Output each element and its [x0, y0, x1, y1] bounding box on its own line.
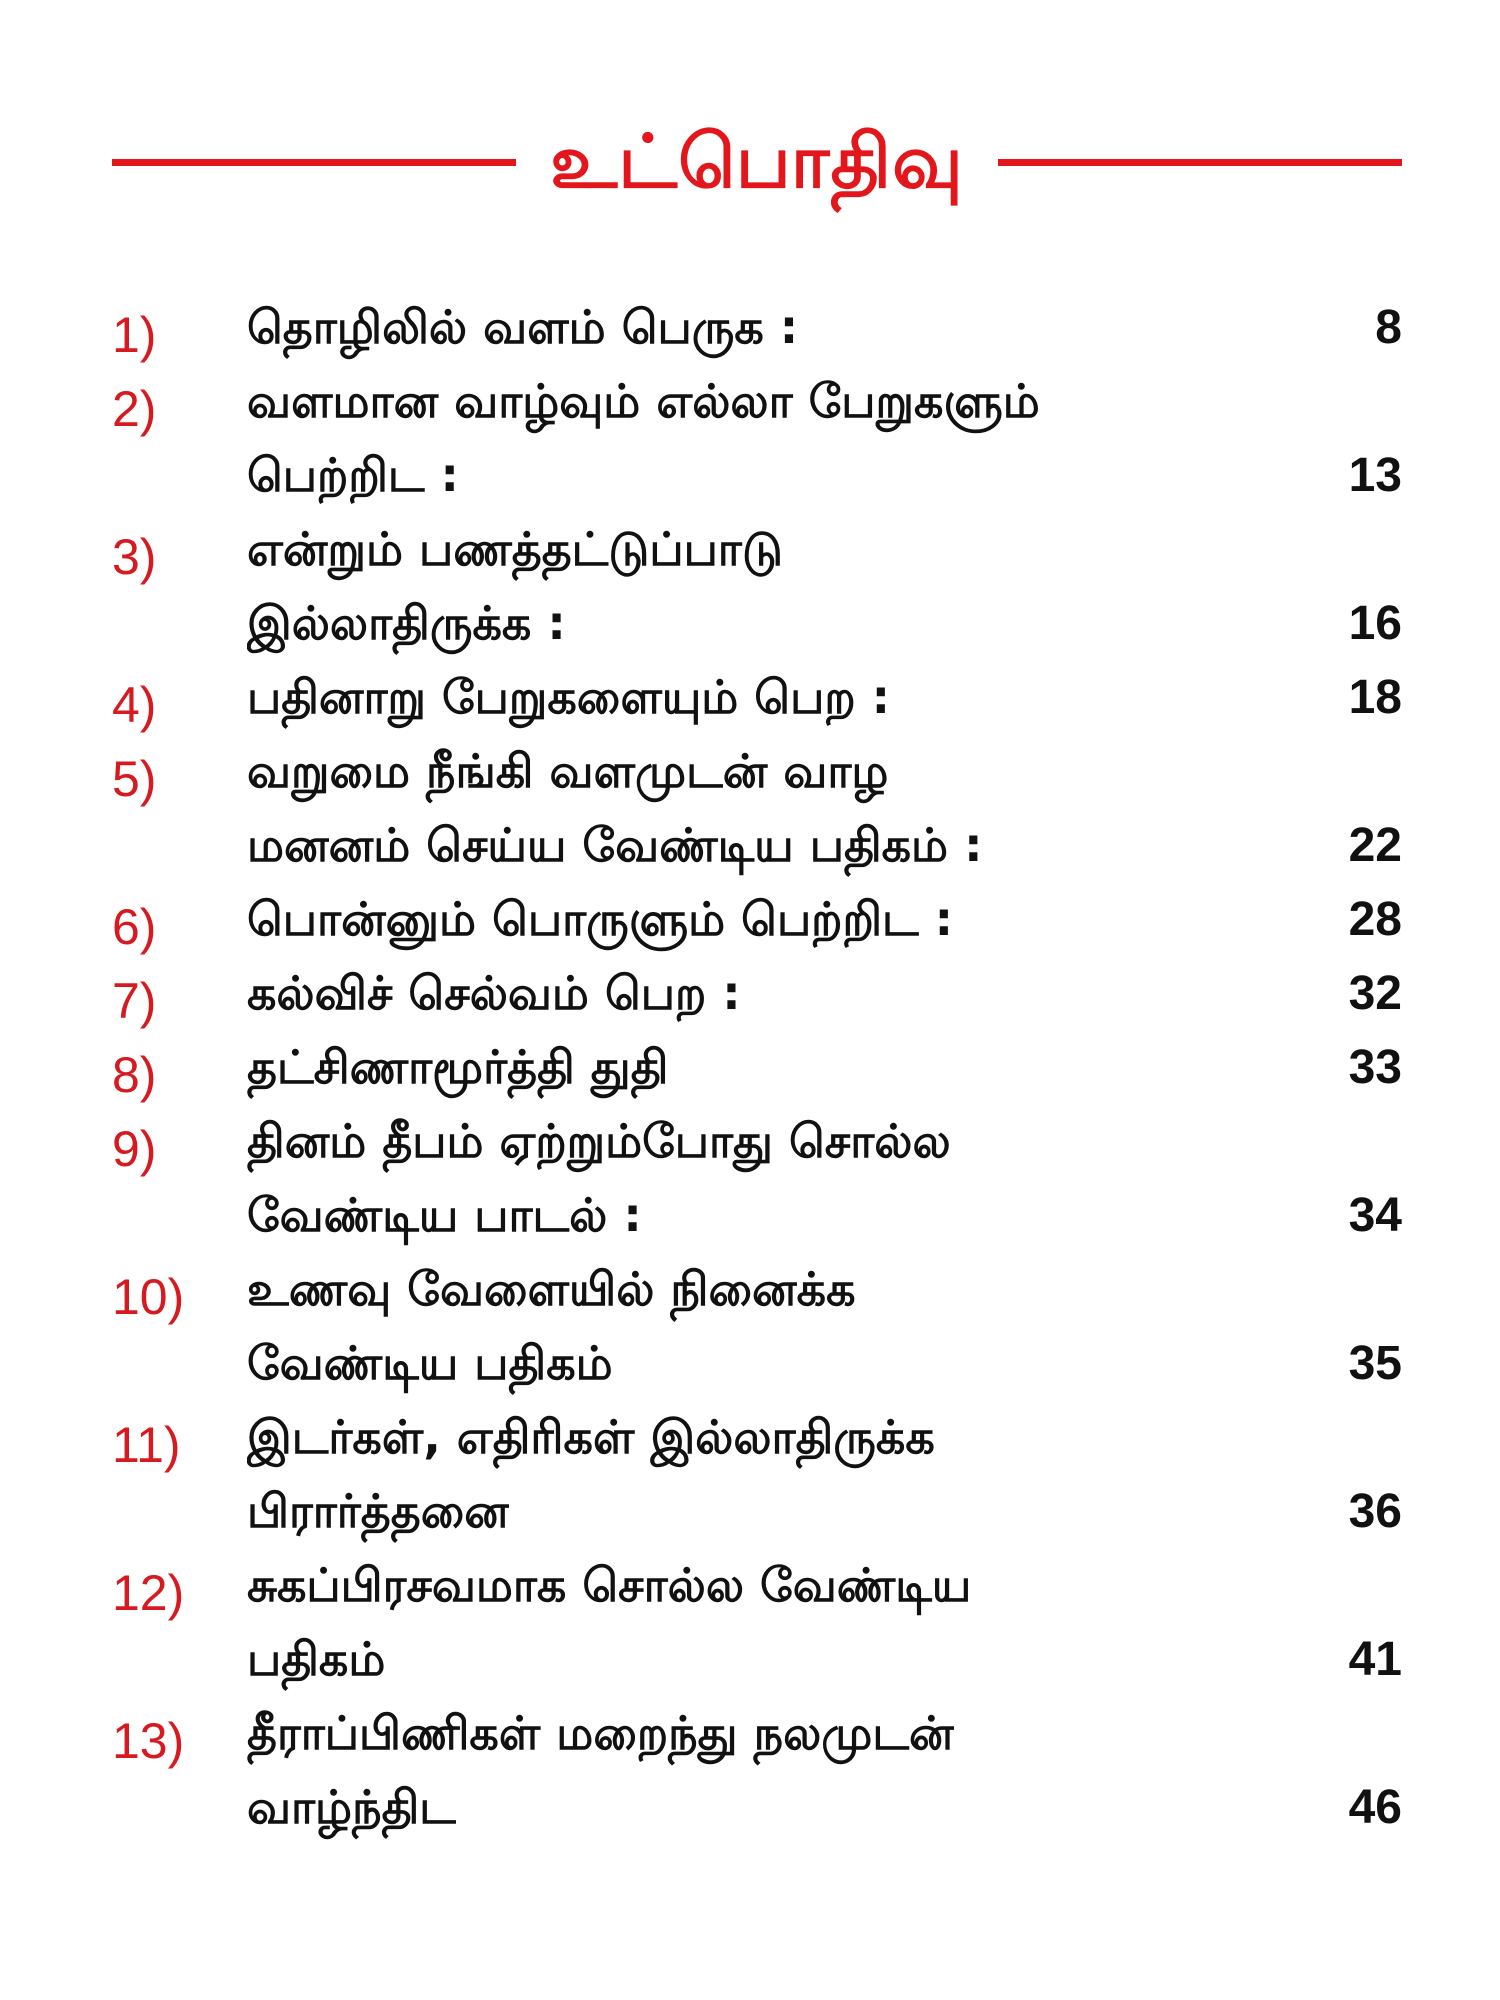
toc-entry — [112, 290, 1402, 364]
entry-line — [247, 1178, 1402, 1252]
entry-text — [247, 1252, 1402, 1400]
right-rule — [998, 159, 1402, 166]
entry-number: 9) — [112, 1121, 157, 1177]
toc-entry — [112, 1030, 1402, 1104]
entry-line — [247, 1770, 1402, 1844]
entry-title-line: கல்விச் செல்வம் பெற : — [247, 966, 741, 1020]
page-number: 33 — [1348, 1041, 1402, 1094]
entry-title-line: தினம் தீபம் ஏற்றும்போது சொல்ல — [247, 1114, 951, 1168]
entry-title-line: வேண்டிய பதிகம் — [247, 1336, 613, 1390]
page-number: 16 — [1348, 597, 1402, 650]
toc-entry — [112, 364, 1402, 512]
entry-number: 10) — [112, 1269, 185, 1325]
entry-text — [247, 660, 1402, 734]
entry-number: 13) — [112, 1713, 185, 1769]
entry-line — [247, 1696, 1402, 1770]
entry-number: 3) — [112, 529, 157, 585]
entry-title-line: சுகப்பிரசவமாக சொல்ல வேண்டிய — [247, 1558, 972, 1612]
toc-header — [112, 112, 1402, 212]
entry-text — [247, 1400, 1402, 1548]
entry-line — [247, 956, 1402, 1030]
toc-entry — [112, 1252, 1402, 1400]
entry-number: 1) — [112, 307, 157, 363]
entry-title-line: உணவு வேளையில் நினைக்க — [247, 1262, 856, 1316]
toc-entry — [112, 1104, 1402, 1252]
entry-number: 11) — [112, 1417, 181, 1473]
entry-line — [247, 1474, 1402, 1548]
entry-text — [247, 882, 1402, 956]
entry-number: 4) — [112, 677, 157, 733]
entry-number: 7) — [112, 973, 157, 1029]
entry-line — [247, 882, 1402, 956]
entry-title-line: பதிகம் — [247, 1632, 386, 1686]
entry-title-line: தீராப்பிணிகள் மறைந்து நலமுடன் — [247, 1706, 954, 1760]
entry-title-line: பிரார்த்தனை — [247, 1484, 509, 1538]
entry-title-line: தட்சிணாமூர்த்தி துதி — [247, 1040, 669, 1094]
page-number: 18 — [1348, 671, 1402, 724]
page-number: 46 — [1348, 1781, 1402, 1834]
entry-line — [247, 512, 1402, 586]
toc-entry — [112, 512, 1402, 660]
entry-title-line: தொழிலில் வளம் பெருக : — [247, 300, 799, 354]
page-number: 8 — [1375, 301, 1402, 354]
entry-title-line: இடர்கள், எதிரிகள் இல்லாதிருக்க — [247, 1410, 935, 1464]
left-rule — [112, 159, 516, 166]
entry-title-line: வாழ்ந்திட — [247, 1780, 456, 1834]
page-number: 35 — [1348, 1337, 1402, 1390]
entry-line — [247, 1030, 1402, 1104]
toc-entry — [112, 882, 1402, 956]
entry-text — [247, 956, 1402, 1030]
entry-line — [247, 364, 1402, 438]
entry-text — [247, 290, 1402, 364]
entry-title-line: மனனம் செய்ய வேண்டிய பதிகம் : — [247, 818, 983, 872]
entry-title-line: வறுமை நீங்கி வளமுடன் வாழ — [247, 744, 889, 798]
entry-number: 5) — [112, 751, 157, 807]
entry-line — [247, 1104, 1402, 1178]
entry-number: 6) — [112, 899, 157, 955]
page-number: 34 — [1348, 1189, 1402, 1242]
entry-title-line: வேண்டிய பாடல் : — [247, 1188, 642, 1242]
page-number: 32 — [1348, 967, 1402, 1020]
entry-line — [247, 290, 1402, 364]
page-number: 13 — [1348, 449, 1402, 502]
entry-text — [247, 1696, 1402, 1844]
toc-list — [112, 290, 1402, 1844]
entry-title-line: பதினாறு பேறுகளையும் பெற : — [247, 670, 891, 724]
entry-line — [247, 1400, 1402, 1474]
entry-line — [247, 1326, 1402, 1400]
entry-line — [247, 586, 1402, 660]
entry-title-line: வளமான வாழ்வும் எல்லா பேறுகளும் — [247, 374, 1040, 428]
entry-text — [247, 1104, 1402, 1252]
entry-line — [247, 1548, 1402, 1622]
entry-text — [247, 734, 1402, 882]
toc-entry — [112, 1696, 1402, 1844]
entry-number: 8) — [112, 1047, 157, 1103]
page-number: 36 — [1348, 1485, 1402, 1538]
entry-line — [247, 808, 1402, 882]
toc-entry — [112, 734, 1402, 882]
entry-title-line: பொன்னும் பொருளும் பெற்றிட : — [247, 892, 954, 946]
entry-text — [247, 1548, 1402, 1696]
toc-entry — [112, 660, 1402, 734]
entry-number: 2) — [112, 381, 157, 437]
entry-line — [247, 1252, 1402, 1326]
toc-entry — [112, 1548, 1402, 1696]
entry-text — [247, 1030, 1402, 1104]
entry-title-line: இல்லாதிருக்க : — [247, 596, 566, 650]
entry-text — [247, 512, 1402, 660]
toc-entry — [112, 1400, 1402, 1548]
entry-title-line: என்றும் பணத்தட்டுப்பாடு — [247, 522, 783, 576]
page-title: உட்பொதிவு — [550, 119, 964, 205]
page-number: 28 — [1348, 893, 1402, 946]
entry-number: 12) — [112, 1565, 185, 1621]
entry-text — [247, 364, 1402, 512]
page-number: 22 — [1348, 819, 1402, 872]
entry-line — [247, 734, 1402, 808]
entry-line — [247, 1622, 1402, 1696]
toc-entry — [112, 956, 1402, 1030]
page-number: 41 — [1348, 1633, 1402, 1686]
entry-line — [247, 660, 1402, 734]
entry-line — [247, 438, 1402, 512]
entry-title-line: பெற்றிட : — [247, 448, 459, 502]
